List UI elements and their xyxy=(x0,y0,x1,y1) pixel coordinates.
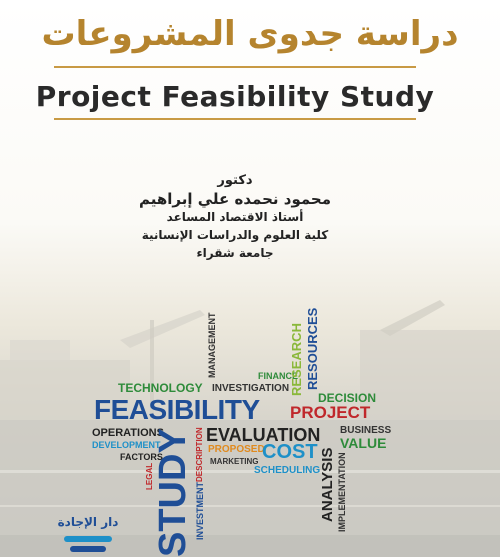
word-decision: DECISION xyxy=(318,391,377,405)
author-college: كلية العلوم والدراسات الإنسانية xyxy=(141,228,329,242)
word-evaluation: EVALUATION xyxy=(206,425,321,445)
word-proposed: PROPOSED xyxy=(208,444,265,455)
word-project: PROJECT xyxy=(290,403,371,422)
author-position: أستاذ الاقتصاد المساعد xyxy=(166,210,304,224)
svg-text:دار الإجادة: دار الإجادة xyxy=(58,515,118,529)
word-resources: RESOURCES xyxy=(305,307,320,390)
word-development: DEVELOPMENT xyxy=(92,440,161,450)
word-legal: LEGAL xyxy=(145,462,154,490)
author-name: محمود نحمده علي إبراهيم xyxy=(138,190,332,208)
word-value: VALUE xyxy=(340,435,387,451)
word-factors: FACTORS xyxy=(120,452,163,462)
english-title: Project Feasibility Study xyxy=(35,80,435,113)
word-technology: TECHNOLOGY xyxy=(118,381,203,395)
word-analysis: ANALYSIS xyxy=(319,447,336,522)
word-finance: FINANCE xyxy=(258,371,298,381)
word-business: BUSINESS xyxy=(340,425,392,436)
author-university: جامعة شقراء xyxy=(196,246,274,260)
word-scheduling: SCHEDULING xyxy=(254,465,321,476)
word-investment: INVESTMENT xyxy=(195,481,205,540)
word-description: DESCRIPTION xyxy=(195,427,204,482)
arabic-title: دراسة جدوى المشروعات xyxy=(41,14,459,54)
word-marketing: MARKETING xyxy=(210,457,259,466)
word-cost: COST xyxy=(262,441,318,463)
word-implementation: IMPLEMENTATION xyxy=(337,452,347,532)
word-study: STUDY xyxy=(152,428,194,557)
publisher-logo xyxy=(58,500,118,557)
word-investigation: INVESTIGATION xyxy=(212,383,290,394)
word-operations: OPERATIONS xyxy=(92,427,164,439)
word-research: RESEARCH xyxy=(289,323,304,396)
word-management: MANAGEMENT xyxy=(207,312,217,378)
word-feasibility: FEASIBILITY xyxy=(94,394,260,425)
author-label: دكتور xyxy=(217,173,253,188)
